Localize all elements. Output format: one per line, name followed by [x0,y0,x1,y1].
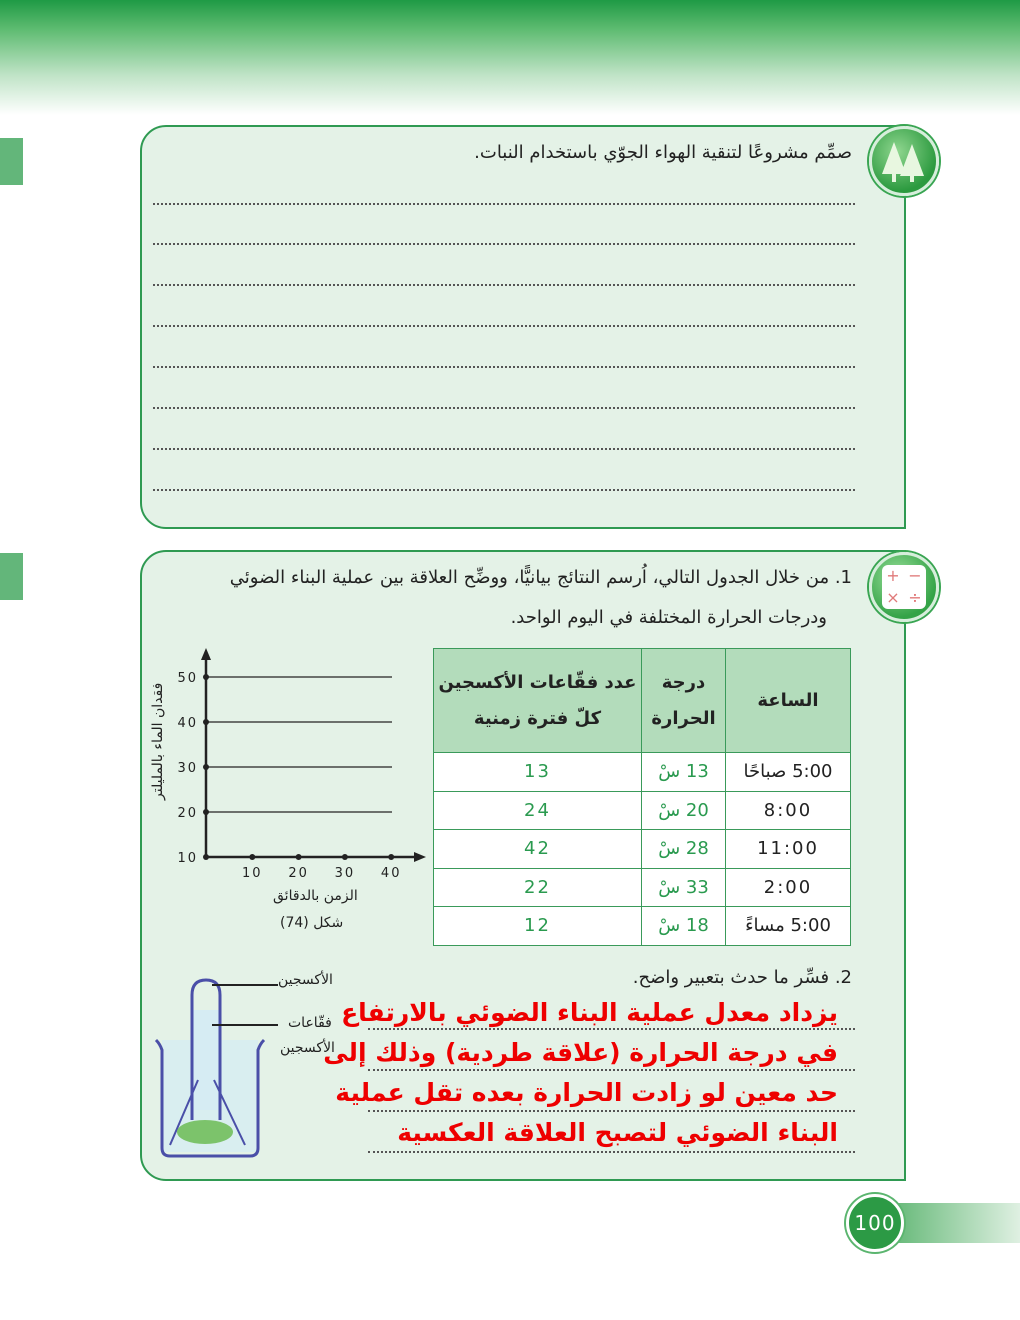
x-tick [249,854,255,860]
y-tick-label: 40 [177,716,198,731]
data-table [433,648,851,946]
question-2: 2. فسِّر ما حدث بتعبير واضح. [632,967,852,988]
table-row [434,868,851,907]
cell-hour: 2:00 [726,868,851,907]
x-tick-label: 20 [288,866,309,881]
cell-bubbles: 22 [434,868,642,907]
label-bubbles-2: الأكسجين [280,1040,335,1056]
label-oxygen: الأكسجين [278,972,333,988]
project-prompt: صمِّم مشروعًا لتنقية الهواء الجوّي باستخدام النبات. [474,142,852,163]
y-tick-label: 10 [177,851,198,866]
cell-hour: 5:00 مساءً [726,907,851,946]
y-tick [203,809,209,815]
y-tick [203,674,209,680]
y-tick [203,854,209,860]
cell-bubbles: 13 [434,753,642,792]
arrow-oxygen [212,984,278,986]
answer-line[interactable] [153,284,855,286]
answer-line[interactable] [153,407,855,409]
answer-line[interactable] [153,203,855,205]
page-number: 100 [846,1194,904,1252]
header-temperature: درجة الحرارة [642,649,726,753]
y-tick [203,719,209,725]
answer-line[interactable] [153,448,855,450]
y-axis-arrow [201,648,211,660]
table-header-row [434,649,851,753]
y-tick-label: 50 [177,671,198,686]
question-1-line-2: ودرجات الحرارة المختلفة في اليوم الواحد. [510,607,827,628]
table-row [434,753,851,792]
figure-caption: شكل (74) [280,915,344,931]
cell-hour: 11:00 [726,830,851,869]
x-tick-label: 30 [334,866,356,881]
answer-text-line: في درجة الحرارة (علاقة طردية) وذلك إلى [323,1038,838,1067]
cell-bubbles: 12 [434,907,642,946]
header-band [0,0,1020,115]
question-1-line-1: 1. من خلال الجدول التالي، اُرسم النتائج بيانيًّا، ووضِّح العلاقة بين عملية البناء الضوئي [229,567,852,588]
table-row [434,791,851,830]
cell-bubbles: 24 [434,791,642,830]
x-tick-label: 40 [380,866,402,881]
cell-temp: 20 سْ [642,791,726,830]
cell-temp: 18 سْ [642,907,726,946]
y-tick-label: 20 [177,806,198,821]
x-tick [388,854,394,860]
y-axis-label: فقدان الماء بالمليلتر [150,682,166,800]
answer-line[interactable] [153,489,855,491]
answer-line[interactable] [368,1110,855,1112]
math-operations-icon: + − × ÷ [869,552,939,622]
answer-text-line: يزداد معدل عملية البناء الضوئي بالارتفاع [341,998,838,1027]
project-box [140,125,906,529]
y-tick [203,764,209,770]
x-axis-arrow [414,852,426,862]
table-row [434,830,851,869]
answer-line[interactable] [153,325,855,327]
cell-temp: 33 سْ [642,868,726,907]
cell-hour: 8:00 [726,791,851,830]
plant-experiment-illustration [150,960,280,1165]
header-hour: الساعة [726,649,851,753]
side-tab [0,553,23,600]
cell-temp: 13 سْ [642,753,726,792]
arrow-bubbles [212,1024,278,1026]
side-tab [0,138,23,185]
x-tick [296,854,302,860]
answer-line[interactable] [368,1151,855,1153]
y-tick-label: 30 [177,761,198,776]
x-tick [342,854,348,860]
answer-line[interactable] [153,243,855,245]
cell-bubbles: 42 [434,830,642,869]
table-row [434,907,851,946]
cell-hour: 5:00 صباحًا [726,753,851,792]
label-bubbles: فقّاعات [288,1015,332,1031]
answer-line[interactable] [368,1069,855,1071]
x-tick-label: 10 [242,866,263,881]
trees-icon [869,126,939,196]
answer-line[interactable] [368,1028,855,1030]
cell-temp: 28 سْ [642,830,726,869]
answer-text-line: حد معين لو زادت الحرارة بعده تقل عملية [335,1078,838,1107]
answer-text-line: البناء الضوئي لتصبح العلاقة العكسية [397,1118,838,1147]
x-axis-label: الزمن بالدقائق [273,888,358,904]
answer-line[interactable] [153,366,855,368]
header-bubbles: عدد فقّاعات الأكسجين كلّ فترة زمنية [434,649,642,753]
